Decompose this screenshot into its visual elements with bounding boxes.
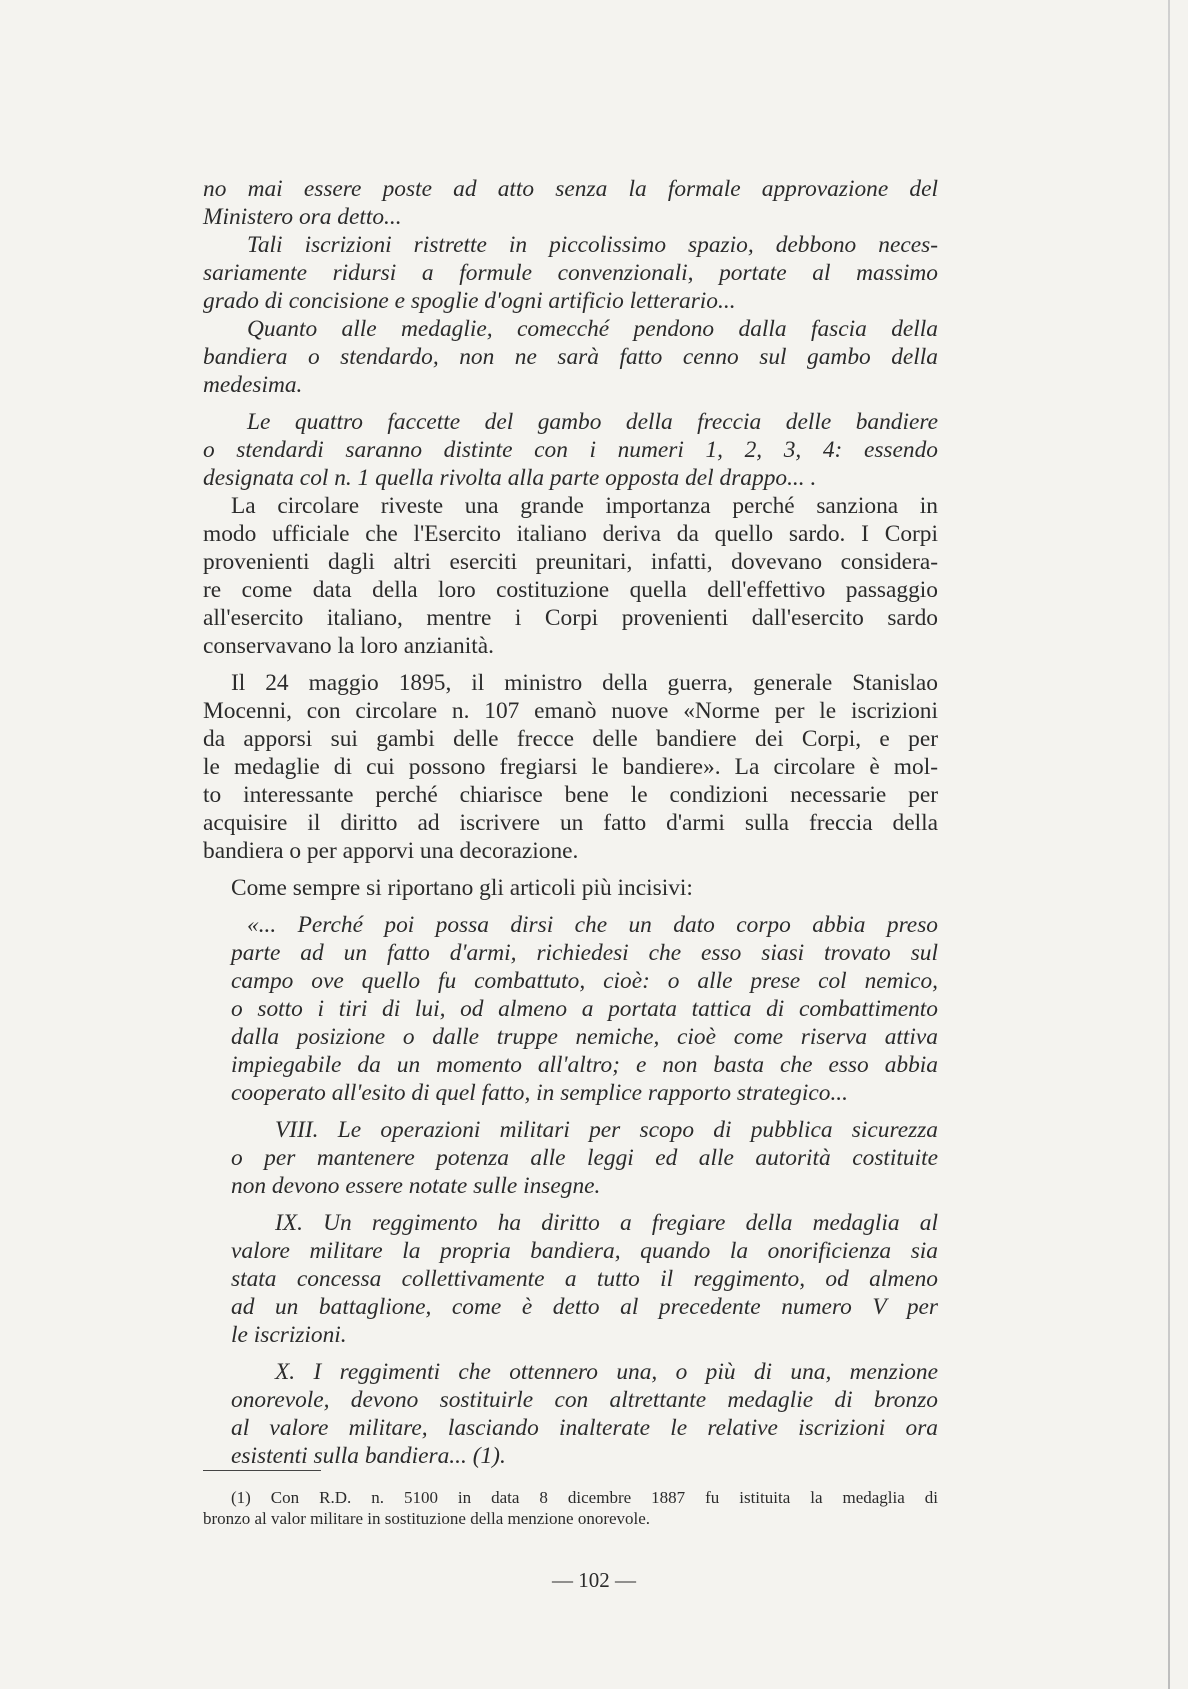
text-line: to interessante perché chiarisce bene le condizioni necessarie per [203,782,938,808]
text-line: conservavano la loro anzianità. [203,633,494,659]
page-number: — 102 — [552,1568,636,1592]
text-line: re come data della loro costituzione quella dell'effettivo passaggio [203,577,938,603]
text-line: non devono essere notate sulle insegne. [231,1173,601,1199]
body-text [203,175,938,1470]
text-line: da apporsi sui gambi delle frecce delle bandiere dei Corpi, e per [203,726,938,752]
text-line: Le quattro faccette del gambo della freccia delle bandiere [247,409,938,435]
text-line: no mai essere poste ad atto senza la formale approvazione del [203,176,938,202]
quote-paragraph [203,231,938,315]
quote-paragraph [203,315,938,399]
text-line: acquisire il diritto ad iscrivere un fatto d'armi sulla freccia della [203,810,938,836]
quote-paragraph [203,1209,938,1349]
text-line: o sotto i tiri di lui, od almeno a portata tattica di combattimento [231,996,938,1022]
text-line: o per mantenere potenza alle leggi ed alle autorità costituite [231,1145,938,1171]
text-line: impiegabile da un momento all'altro; e non basta che esso abbia [231,1052,938,1078]
text-line: Ministero ora detto... [203,204,402,230]
text-line: campo ove quello fu combattuto, cioè: o alle prese col nemico, [231,968,938,994]
text-line: ad un battaglione, come è detto al precedente numero V per [231,1294,938,1320]
text-line: Mocenni, con circolare n. 107 emanò nuove «Norme per le iscrizioni [203,698,938,724]
text-line: o stendardi saranno distinte con i numeri 1, 2, 3, 4: essendo [203,437,938,463]
text-line: all'esercito italiano, mentre i Corpi provenienti dall'esercito sardo [203,605,938,631]
quote-paragraph [203,408,938,492]
text-line: provenienti dagli altri eserciti preunitari, infatti, dovevano considera- [203,549,938,575]
footnote-divider [203,1470,321,1471]
text-line: le iscrizioni. [231,1322,347,1348]
text-line: stata concessa collettivamente a tutto il reggimento, od almeno [231,1266,938,1292]
quote-paragraph [203,175,938,231]
paragraph [203,669,938,865]
footnote [203,1487,938,1529]
text-line: le medaglie di cui possono fregiarsi le bandiere». La circolare è mol- [203,754,938,780]
text-line: esistenti sulla bandiera... (1). [231,1443,506,1469]
text-line: Come sempre si riportano gli articoli più incisivi: [231,875,693,901]
quote-paragraph [203,1358,938,1470]
text-line: al valore militare, lasciando inalterate le relative iscrizioni ora [231,1415,938,1441]
text-line: grado di concisione e spoglie d'ogni artificio letterario... [203,288,736,314]
text-line: modo ufficiale che l'Esercito italiano deriva da quello sardo. I Corpi [203,521,938,547]
text-line: designata col n. 1 quella rivolta alla parte opposta del drappo... . [203,465,817,491]
quote-paragraph [203,1116,938,1200]
text-line: bandiera o per apporvi una decorazione. [203,838,579,864]
text-line: sariamente ridursi a formule convenzionali, portate al massimo [203,260,938,286]
text-line: Tali iscrizioni ristrette in piccolissimo spazio, debbono neces- [247,232,938,258]
text-line: «... Perché poi possa dirsi che un dato corpo abbia preso [247,912,938,938]
text-line: parte ad un fatto d'armi, richiedesi che esso siasi trovato sul [231,940,938,966]
text-line: onorevole, devono sostituirle con altrettante medaglie di bronzo [231,1387,938,1413]
quote-paragraph [203,911,938,1107]
text-line: cooperato all'esito di quel fatto, in semplice rapporto strategico... [231,1080,848,1106]
text-line: valore militare la propria bandiera, quando la onorificienza sia [231,1238,938,1264]
paragraph [203,492,938,660]
text-line: bandiera o stendardo, non ne sarà fatto cenno sul gambo della [203,344,938,370]
text-line: Quanto alle medaglie, comecché pendono dalla fascia della [247,316,938,342]
text-line: dalla posizione o dalle truppe nemiche, cioè come riserva attiva [231,1024,938,1050]
footnote-line: bronzo al valor militare in sostituzione della menzione onorevole. [203,1509,651,1528]
page-edge [1168,0,1170,1689]
text-line: IX. Un reggimento ha diritto a fregiare della medaglia al [275,1210,938,1236]
text-line: X. I reggimenti che ottennero una, o più di una, menzione [275,1359,938,1385]
text-line: Il 24 maggio 1895, il ministro della guerra, generale Stanislao [231,670,938,696]
text-line: La circolare riveste una grande importanza perché sanziona in [231,493,938,519]
paragraph [203,874,938,902]
text-line: medesima. [203,372,303,398]
text-line: VIII. Le operazioni militari per scopo di pubblica sicurezza [275,1117,938,1143]
footnote-line: (1) Con R.D. n. 5100 in data 8 dicembre 1887 fu istituita la medaglia di [231,1488,938,1507]
